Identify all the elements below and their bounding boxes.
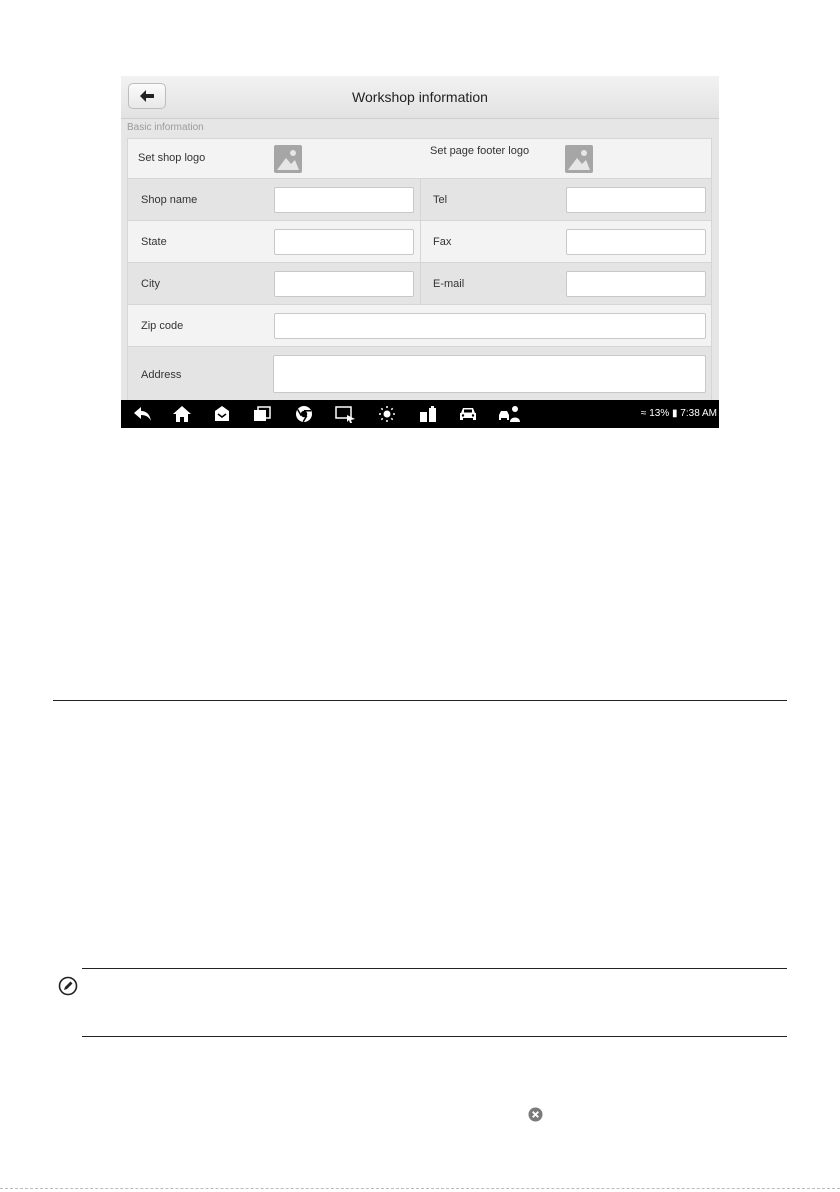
tel-label: Tel [433, 194, 448, 206]
footer-logo-label: Set page footer logo [430, 145, 530, 157]
battery-level: 13% [649, 408, 670, 419]
fax-input[interactable] [566, 229, 706, 255]
state-input[interactable] [274, 229, 414, 255]
note-pencil-icon [58, 976, 78, 996]
address-label: Address [141, 369, 182, 381]
fax-label: Fax [433, 236, 452, 248]
service-person-icon[interactable] [498, 405, 522, 423]
shop-logo-image-icon[interactable] [274, 145, 302, 173]
remote-desk-icon[interactable] [335, 405, 357, 423]
zip-label: Zip code [141, 320, 184, 332]
address-row [128, 347, 711, 407]
city-row [128, 263, 711, 305]
footer-logo-image-icon[interactable] [565, 145, 593, 173]
zip-row [128, 305, 711, 347]
shop-name-row [128, 179, 711, 221]
page-title: Workshop information [352, 89, 488, 105]
chrome-icon[interactable] [294, 405, 314, 423]
shop-logo-label: Set shop logo [138, 152, 206, 164]
state-row [128, 221, 711, 263]
column-divider [420, 179, 421, 220]
address-input[interactable] [273, 355, 706, 393]
tablet-screen [121, 76, 719, 428]
battery-vci-icon[interactable] [418, 405, 438, 423]
logo-row [128, 139, 711, 179]
clock: 7:38 AM [680, 408, 717, 419]
zip-input[interactable] [274, 313, 706, 339]
wifi-icon: ≈ [640, 408, 647, 419]
status-area [641, 408, 717, 419]
title-bar [121, 76, 719, 119]
home-icon[interactable] [172, 405, 192, 423]
vci-icon[interactable] [212, 405, 232, 423]
section-divider [53, 700, 787, 701]
delete-icon [528, 1107, 543, 1122]
recent-apps-icon[interactable] [252, 405, 272, 423]
system-nav-bar [121, 400, 719, 428]
note-bottom-rule [82, 1036, 787, 1037]
note-top-rule [82, 968, 787, 969]
nav-back-icon[interactable] [133, 405, 153, 423]
state-label: State [141, 236, 167, 248]
brightness-icon[interactable] [377, 405, 397, 423]
column-divider [420, 263, 421, 304]
city-input[interactable] [274, 271, 414, 297]
page-bottom-line [0, 1188, 840, 1189]
car-icon[interactable] [458, 405, 478, 423]
email-input[interactable] [566, 271, 706, 297]
column-divider [420, 221, 421, 262]
shop-name-label: Shop name [141, 194, 198, 206]
city-label: City [141, 278, 160, 290]
tel-input[interactable] [566, 187, 706, 213]
battery-icon: ▮ [672, 408, 678, 419]
shop-name-input[interactable] [274, 187, 414, 213]
email-label: E-mail [433, 278, 465, 290]
workshop-form [127, 138, 712, 406]
section-label: Basic information [127, 122, 204, 133]
